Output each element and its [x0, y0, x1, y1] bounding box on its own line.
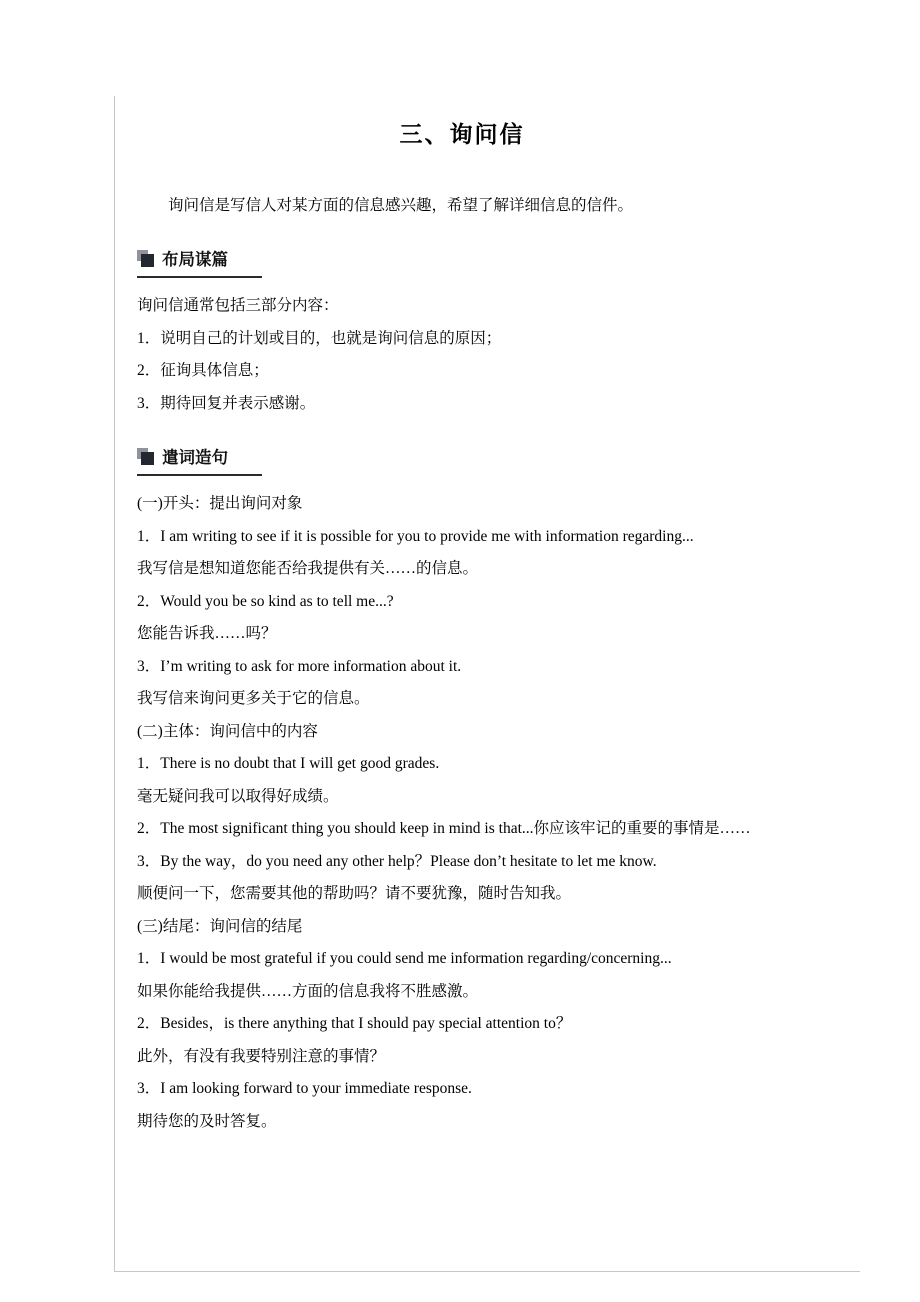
section-marker-icon	[137, 448, 154, 465]
text-line: 1．I am writing to see if it is possible for you to provide me with information regarding...	[137, 527, 694, 545]
text-line: 2．Besides，is there anything that I should pay special attention to？	[137, 1015, 572, 1032]
text-line: (三)结尾：询问信的结尾	[137, 917, 303, 935]
section-header-label: 遣词造句	[162, 449, 228, 467]
section-layout-planning	[137, 244, 885, 420]
text-line: 1．说明自己的计划或目的，也就是询问信息的原因；	[137, 329, 502, 347]
text-line: 3．期待回复并表示感谢。	[137, 394, 316, 412]
text-line: (一)开头：提出询问对象	[137, 495, 303, 512]
text-line: 1．There is no doubt that I will get good grades.	[137, 755, 440, 772]
text-line: 毫无疑问我可以取得好成绩。	[137, 787, 339, 805]
section-header	[137, 442, 262, 476]
text-line: 如果你能给我提供……方面的信息我将不胜感激。	[137, 982, 479, 1000]
text-line: 我写信是想知道您能否给我提供有关……的信息。	[137, 560, 479, 577]
text-line: 2．征询具体信息；	[137, 362, 269, 379]
intro-paragraph: 询问信是写信人对某方面的信息感兴趣，希望了解详细信息的信件。	[168, 197, 634, 214]
text-line: 期待您的及时答复。	[137, 1112, 277, 1130]
text-line: 3．By the way，do you need any other help？Please don’t hesitate to let me know.	[137, 852, 657, 870]
section-header-label: 布局谋篇	[162, 251, 228, 269]
text-line: 2．Would you be so kind as to tell me...?	[137, 592, 394, 610]
text-line: 2．The most significant thing you should keep in mind is that...你应该牢记的重要的事情是……	[137, 820, 751, 837]
section-sentence-building	[137, 442, 885, 1138]
section-header	[137, 244, 262, 278]
section-body	[137, 488, 885, 1138]
text-line: 1．I would be most grateful if you could send me information regarding/concerning...	[137, 950, 672, 967]
text-line: 3．I’m writing to ask for more information about it.	[137, 657, 462, 675]
text-line: 此外，有没有我要特别注意的事情？	[137, 1047, 386, 1065]
page-border-bottom	[114, 1271, 860, 1272]
text-line: (二)主体：询问信中的内容	[137, 722, 318, 740]
page-border-left	[114, 96, 115, 1272]
page-title: 三、询问信	[399, 122, 525, 147]
text-line: 询问信通常包括三部分内容：	[137, 297, 339, 314]
document-content	[137, 116, 885, 1160]
text-line: 顺便问一下，您需要其他的帮助吗？请不要犹豫，随时告知我。	[137, 885, 572, 902]
section-marker-icon	[137, 250, 154, 267]
text-line: 3．I am looking forward to your immediate response.	[137, 1080, 472, 1097]
text-line: 我写信来询问更多关于它的信息。	[137, 690, 370, 707]
section-body	[137, 290, 885, 420]
text-line: 您能告诉我……吗？	[137, 625, 277, 642]
